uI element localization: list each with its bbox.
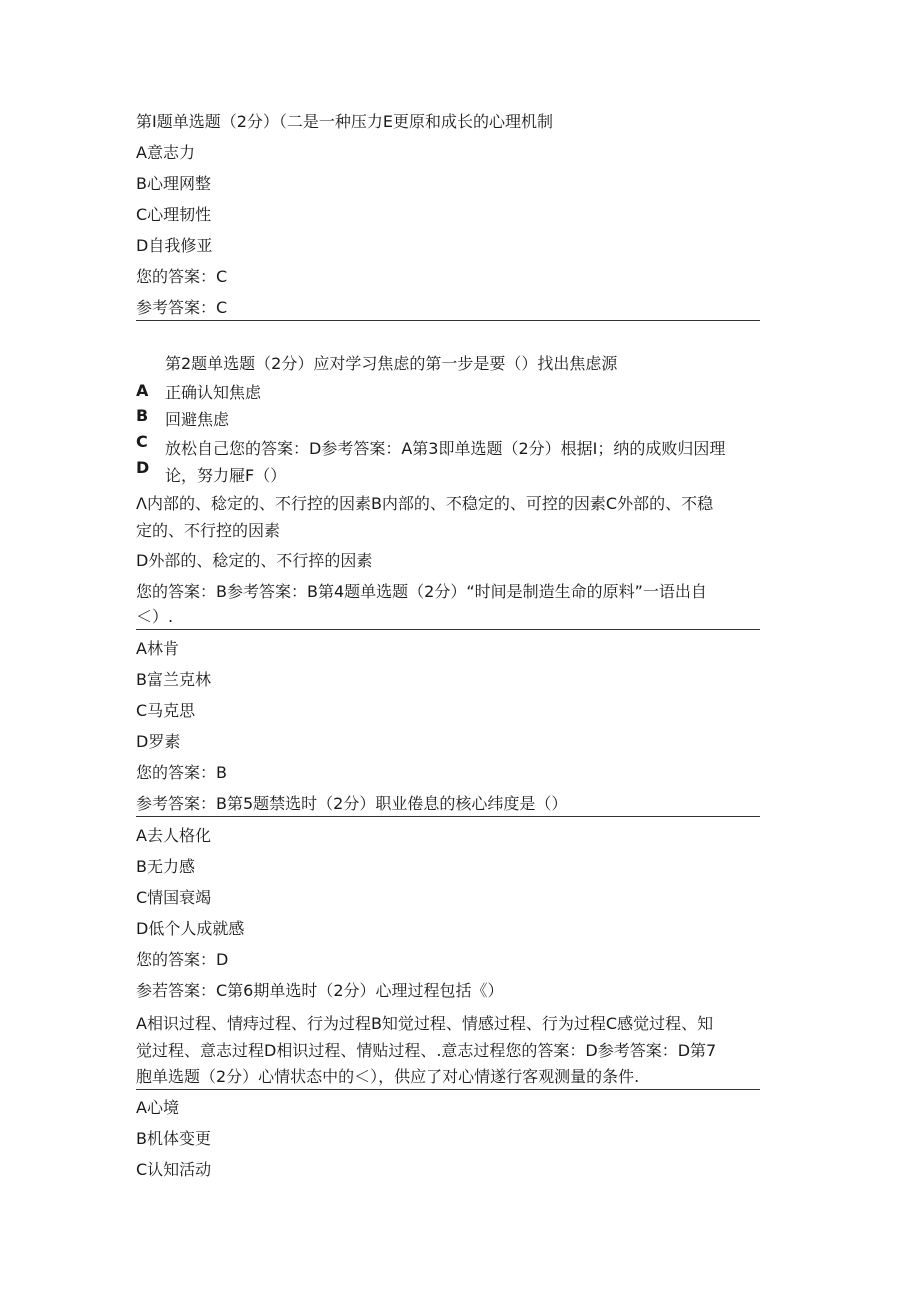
q3-options-line-2: 定的、不行控的因素: [136, 521, 281, 540]
divider: [136, 1089, 760, 1090]
divider: [136, 629, 760, 630]
question-2-title: 第2题单选题（2分）应对学习焦虑的第一步是要（）找出焦虑源: [165, 354, 618, 373]
q4-option-b: B富兰克林: [136, 670, 211, 689]
q5-option-b: B无力感: [136, 857, 195, 876]
q5-option-a: A去人格化: [136, 826, 211, 845]
q1-option-d: D自我修亚: [136, 236, 213, 255]
q4-reference-answer: 参考答案：B第5题禁选时（2分）职业倦息的核心纬度是（）: [136, 794, 568, 813]
q4-option-c: C马克思: [136, 701, 196, 720]
q1-option-c: C心理韧性: [136, 205, 212, 224]
q5-option-c: C情国衰竭: [136, 888, 212, 907]
q7-option-c: C认知活动: [136, 1160, 212, 1179]
q3-answer-line-1: 您的答案：B参考答案：B第4题单选题（2分）“时间是制造生命的原料”一语出自: [136, 582, 707, 601]
question-1-title: 第I题单选题（2分）（二是一种压力E更原和成长的心理机制: [136, 112, 554, 131]
q3-answer-line-2: ＜）.: [136, 607, 174, 626]
q4-option-d: D罗素: [136, 732, 181, 751]
q3-options-line-1: Λ内部的、稔定的、不行控的因素B内部的、不稳定的、可控的因素C外部的、不稳: [136, 494, 714, 513]
q3-option-d: D外部的、稔定的、不行捽的因素: [136, 551, 373, 570]
q7-option-a: A心境: [136, 1098, 179, 1117]
q2-letter-c: C: [136, 432, 148, 451]
q2-letter-b: B: [136, 406, 149, 425]
divider: [136, 816, 760, 817]
q2-option-a: 正确认知焦虑: [165, 383, 262, 402]
q1-option-b: B心理网整: [136, 174, 211, 193]
q7-option-b: B机体变更: [136, 1129, 211, 1148]
q2-option-c-line: 放松自己您的答案：D参考答案：A第3即单选题（2分）根据I；纳的成败归因理: [165, 439, 726, 458]
q4-option-a: A林肯: [136, 639, 179, 658]
q5-option-d: D低个人成就感: [136, 919, 245, 938]
q6-options-line-3: 胞单选题（2分）心情状态中的＜），供应了对心情遂行客观测量的条件.: [136, 1067, 640, 1086]
q1-reference-answer: 参考答案：C: [136, 298, 228, 317]
q2-letter-d: D: [136, 458, 150, 477]
q6-options-line-1: A相识过程、情痔过程、行为过程B知觉过程、情感过程、行为过程C感觉过程、知: [136, 1014, 714, 1033]
q5-reference-answer: 参若答案：C第6期单选时（2分）心理过程包括《）: [136, 981, 504, 1000]
q3-title-continuation: 论，努力屜F（）: [165, 466, 287, 485]
q5-your-answer: 您的答案：D: [136, 950, 229, 969]
q2-option-b: 回避焦虑: [165, 410, 230, 429]
q2-letter-a: A: [136, 381, 149, 400]
q4-your-answer: 您的答案：B: [136, 763, 227, 782]
q6-options-line-2: 觉过程、意志过程D相识过程、情贴过程、.意志过程您的答案：D参考答案：D第7: [136, 1041, 717, 1060]
divider: [136, 320, 760, 321]
q1-your-answer: 您的答案：C: [136, 267, 228, 286]
q1-option-a: A意志力: [136, 143, 195, 162]
